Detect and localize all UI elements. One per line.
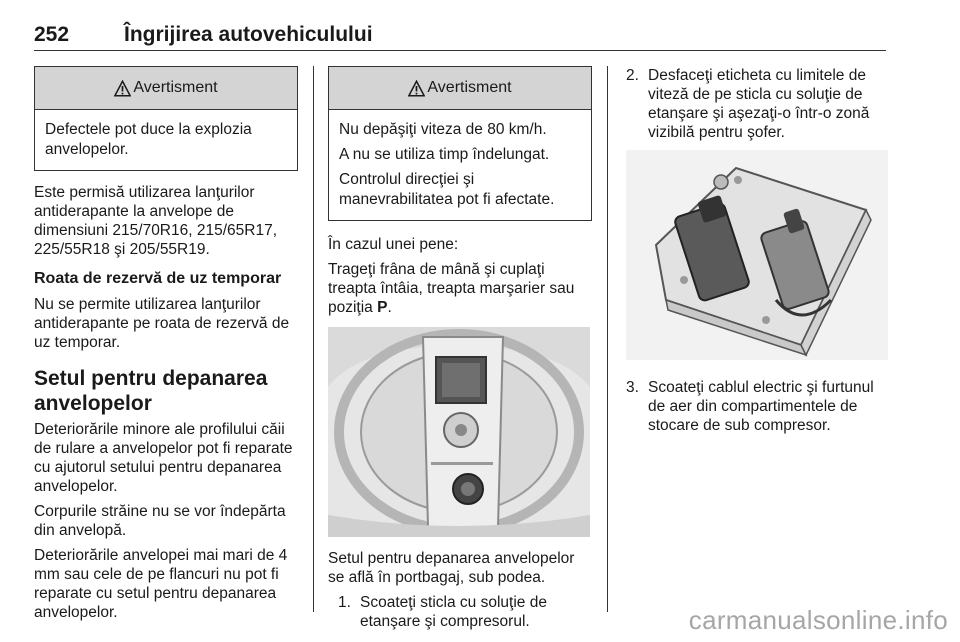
column-right bbox=[626, 66, 888, 435]
flat-tyre-intro: În cazul unei pene: bbox=[328, 236, 459, 253]
step-1: 1. Scoateţi sticla cu soluţie de etanşare şi compresorul. bbox=[338, 594, 547, 630]
step-2: 2. Desfaceţi eticheta cu limitele de viteză de pe sticla cu soluţie de etanşare şi aşezaţi-o într-o zonă vizibilă pentru şofer. bbox=[626, 67, 870, 141]
warning-triangle-icon bbox=[408, 80, 425, 97]
column-divider bbox=[607, 66, 608, 612]
kit-location-paragraph: Setul pentru depanarea anvelopelor se află în portbagaj, sub podea. bbox=[328, 550, 575, 586]
warning-title: Avertisment bbox=[133, 79, 218, 96]
warning-box bbox=[34, 66, 298, 171]
step-3: 3. Scoateţi cablul electric şi furtunul de aer din compartimentele de stocare de sub compresor. bbox=[626, 379, 874, 434]
warning-duration: A nu se utiliza timp îndelungat. bbox=[339, 146, 550, 163]
repair-paragraph-2: Corpurile străine nu se vor îndepărta din anvelopă. bbox=[34, 503, 286, 539]
repair-paragraph-3: Deteriorările anvelopei mai mari de 4 mm sau cele de pe flancuri nu pot fi reparate cu setul pentru depanarea anvelopelor. bbox=[34, 547, 288, 621]
compressor-kit-illustration bbox=[626, 150, 888, 360]
repair-kit-heading: Setul pentru depanarea anvelopelor bbox=[34, 367, 268, 415]
handbrake-instruction: Trageţi frâna de mână şi cuplaţi treapta întâia, treapta marşarier sau poziţia P. bbox=[328, 261, 575, 316]
page-title: Îngrijirea autovehiculului bbox=[124, 23, 373, 46]
page-number: 252 bbox=[34, 23, 70, 46]
spare-wheel-paragraph: Nu se permite utilizarea lanţurilor antiderapante pe roata de rezervă de uz temporar. bbox=[34, 296, 290, 351]
trunk-spare-well-illustration bbox=[328, 327, 590, 537]
page-header bbox=[34, 20, 886, 51]
warning-handling: Controlul direcţiei şi manevrabilitatea pot fi afectate. bbox=[339, 171, 555, 208]
column-middle bbox=[328, 66, 592, 631]
column-left bbox=[34, 66, 298, 628]
warning-speed-limit: Nu depăşiţi viteza de 80 km/h. bbox=[339, 121, 547, 138]
warning-title: Avertisment bbox=[427, 79, 512, 96]
chains-paragraph: Este permisă utilizarea lanţurilor antiderapante la anvelope de dimensiuni 215/70R16, 215/65R17, 225/55R18 şi 205/55R19. bbox=[34, 184, 278, 258]
steps-list bbox=[328, 593, 592, 631]
warning-triangle-icon bbox=[114, 80, 131, 97]
steps-list bbox=[626, 66, 888, 142]
column-divider bbox=[313, 66, 314, 612]
warning-box bbox=[328, 66, 592, 221]
warning-header bbox=[35, 67, 297, 110]
repair-paragraph-1: Deteriorările minore ale profilului căii de rulare a anvelopelor pot fi reparate cu ajutorul setului pentru depanarea anvelopelor. bbox=[34, 421, 293, 495]
spare-wheel-heading: Roata de rezervă de uz temporar bbox=[34, 270, 282, 287]
watermark: carmanualsonline.info bbox=[688, 605, 948, 635]
steps-list bbox=[626, 378, 888, 435]
warning-header bbox=[329, 67, 591, 110]
warning-text: Defectele pot duce la explozia anvelopelor. bbox=[45, 121, 252, 158]
